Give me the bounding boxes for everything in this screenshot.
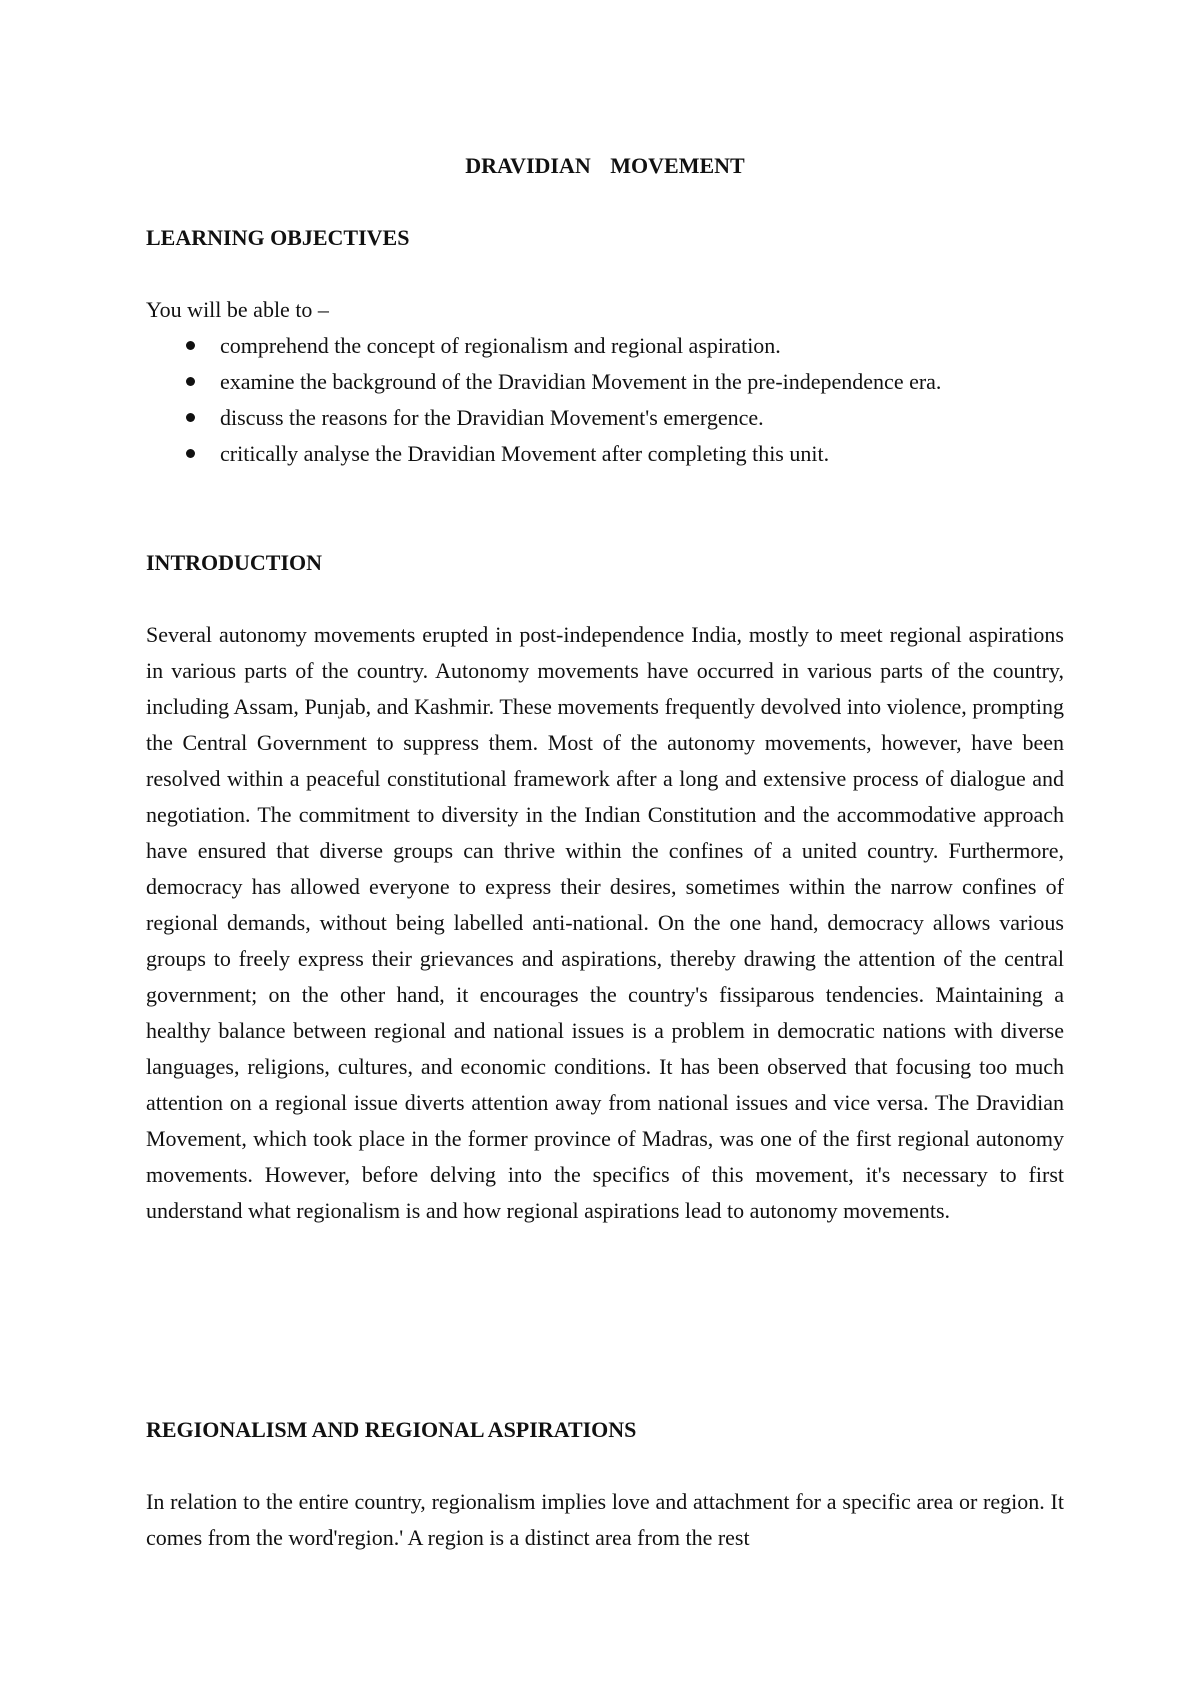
learning-objectives-heading: LEARNING OBJECTIVES: [146, 225, 410, 250]
learning-objectives-lead: You will be able to –: [146, 297, 329, 322]
objective-text: examine the background of the Dravidian Movement in the pre-independence era.: [220, 369, 942, 394]
introduction-paragraph: Several autonomy movements erupted in post-independence India, mostly to meet regional aspirations in various parts of the country. Autonomy movements have occurred in various parts of the country, including Assam, Punjab, and Kashmir. These movements frequently devolved into violence, prompting the Central Government to suppress them. Most of the autonomy movements, however, have been resolved within a peaceful constitutional framework after a long and extensive process of dialogue and negotiation. The commitment to diversity in the Indian Constitution and the accommodative approach have ensured that diverse groups can thrive within the confines of a united country. Furthermore, democracy has allowed everyone to express their desires, sometimes within the narrow confines of regional demands, without being labelled anti-national. On the one hand, democracy allows various groups to freely express their grievances and aspirations, thereby drawing the attention of the central government; on the other hand, it encourages the country's fissiparous tendencies. Maintaining a healthy balance between regional and national issues is a problem in democratic nations with diverse languages, religions, cultures, and economic conditions. It has been observed that focusing too much attention on a regional issue diverts attention away from national issues and vice versa. The Dravidian Movement, which took place in the former province of Madras, was one of the first regional autonomy movements. However, before delving into the specifics of this movement, it's necessary to first understand what regionalism is and how regional aspirations lead to autonomy movements.: [146, 622, 1064, 1223]
regionalism-paragraph: In relation to the entire country, regionalism implies love and attachment for a specific area or region. It comes from the word'region.' A region is a distinct area from the rest: [146, 1489, 1064, 1550]
objective-item: [146, 436, 1064, 472]
bullet-icon: [186, 341, 195, 350]
objective-item: [146, 328, 1064, 364]
bullet-icon: [186, 377, 195, 386]
objective-item: [146, 400, 1064, 436]
document-title: DRAVIDIAN MOVEMENT: [465, 153, 745, 178]
introduction-heading: INTRODUCTION: [146, 550, 323, 575]
regionalism-heading: REGIONALISM AND REGIONAL ASPIRATIONS: [146, 1417, 637, 1442]
objective-item: [146, 364, 1064, 400]
objective-text: critically analyse the Dravidian Movement after completing this unit.: [220, 441, 830, 466]
bullet-icon: [186, 413, 195, 422]
objective-text: comprehend the concept of regionalism and regional aspiration.: [220, 333, 781, 358]
learning-objectives-list: [146, 328, 1064, 472]
bullet-icon: [186, 449, 195, 458]
objective-text: discuss the reasons for the Dravidian Movement's emergence.: [220, 405, 764, 430]
